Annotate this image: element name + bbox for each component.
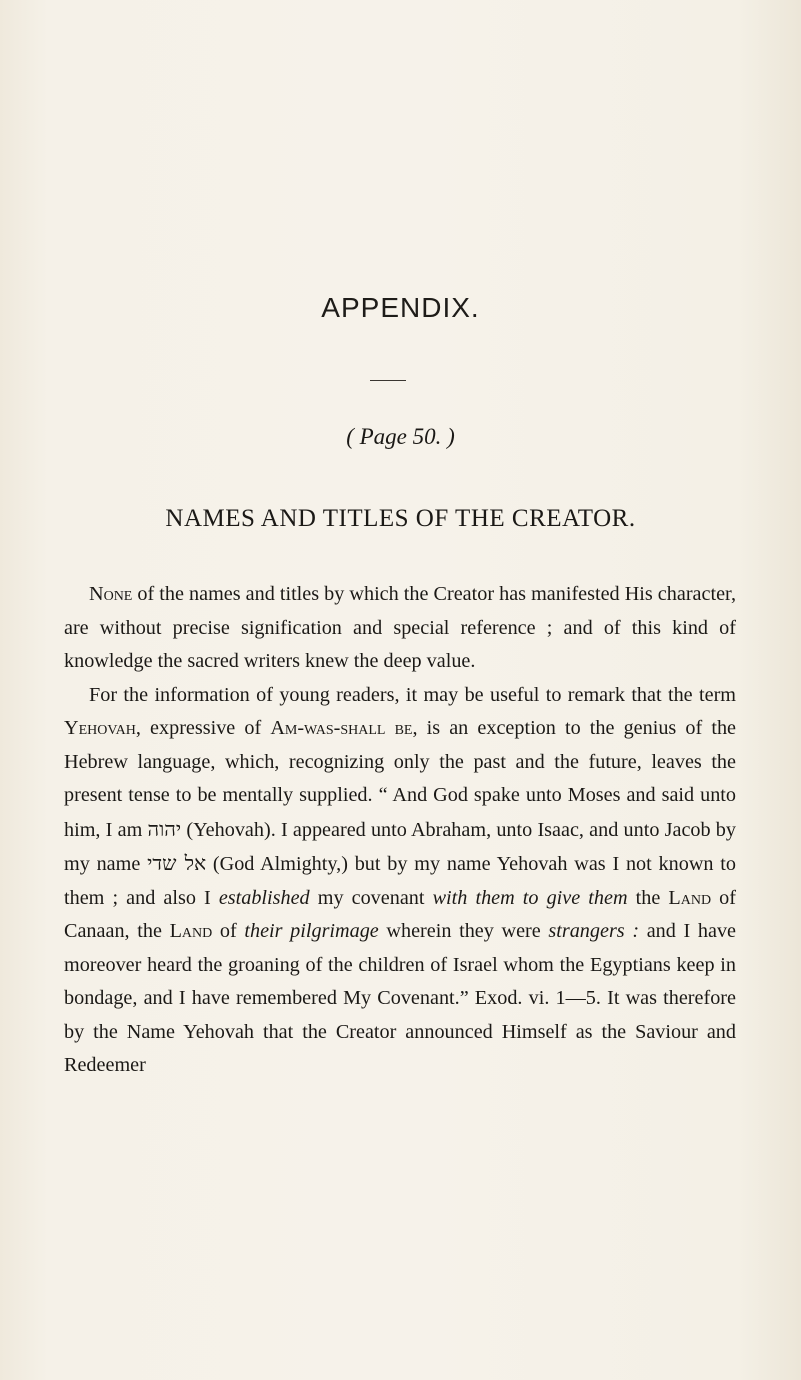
text-segment: established (218, 886, 310, 909)
text-segment: wherein they were (378, 920, 549, 942)
text-segment: my covenant (309, 886, 433, 909)
text-segment: their pilgrimage (244, 920, 379, 942)
text-segment: Am-was-shall be (270, 717, 413, 739)
text-segment: of the names and titles by which the Creator has manifested His character, are without precise signification and special reference ; and of this kind of knowledge the sacred writers knew the deep value. (64, 583, 736, 672)
text-segment: For the information of young readers, it may be useful to remark that the term (89, 683, 736, 706)
paragraph (64, 578, 736, 679)
page-reference: ( Page 50. ) (346, 424, 455, 449)
hebrew-text: אל שדי (147, 851, 207, 875)
text-segment: strangers : (548, 920, 640, 942)
text-segment: with them to give them (432, 886, 628, 909)
text-segment: and I have moreover heard the groaning of the children of Israel whom the Egyptians keep in bondage, and I have remembered My Covenant.” Exod. vi. 1—5. It was therefore by the Name Yehovah that the Creator announced Himself as the Saviour and Redeemer (64, 920, 736, 1076)
text-segment: None (89, 583, 133, 605)
body-text (64, 578, 736, 1083)
text-segment: Land (668, 886, 712, 909)
text-segment: (God Almighty,) but by my name Yehovah was I not known to them ; and also I (64, 853, 737, 909)
text-segment: of (212, 920, 245, 942)
section-title: NAMES AND TITLES OF THE CREATOR. (165, 505, 636, 532)
text-segment: , is an exception to the genius of the Hebrew language, which, recognizing only the past and the future, leaves the present tense to be mentally supplied. “ And God spake unto Moses and said unto him, I am (64, 717, 736, 841)
text-segment: Yehovah (64, 717, 136, 739)
text-segment: (Yehovah). I appeared unto Abraham, unto Isaac, and unto Jacob by my name (64, 818, 736, 875)
appendix-heading: APPENDIX. (321, 292, 480, 323)
text-segment: Land (169, 920, 213, 942)
text-segment: the (627, 886, 669, 909)
text-segment: of Canaan, the (64, 886, 736, 942)
paragraph (64, 679, 736, 1083)
text-segment: , expressive of (135, 717, 271, 739)
hebrew-text: יהוה (147, 816, 182, 841)
divider-rule (370, 380, 406, 381)
